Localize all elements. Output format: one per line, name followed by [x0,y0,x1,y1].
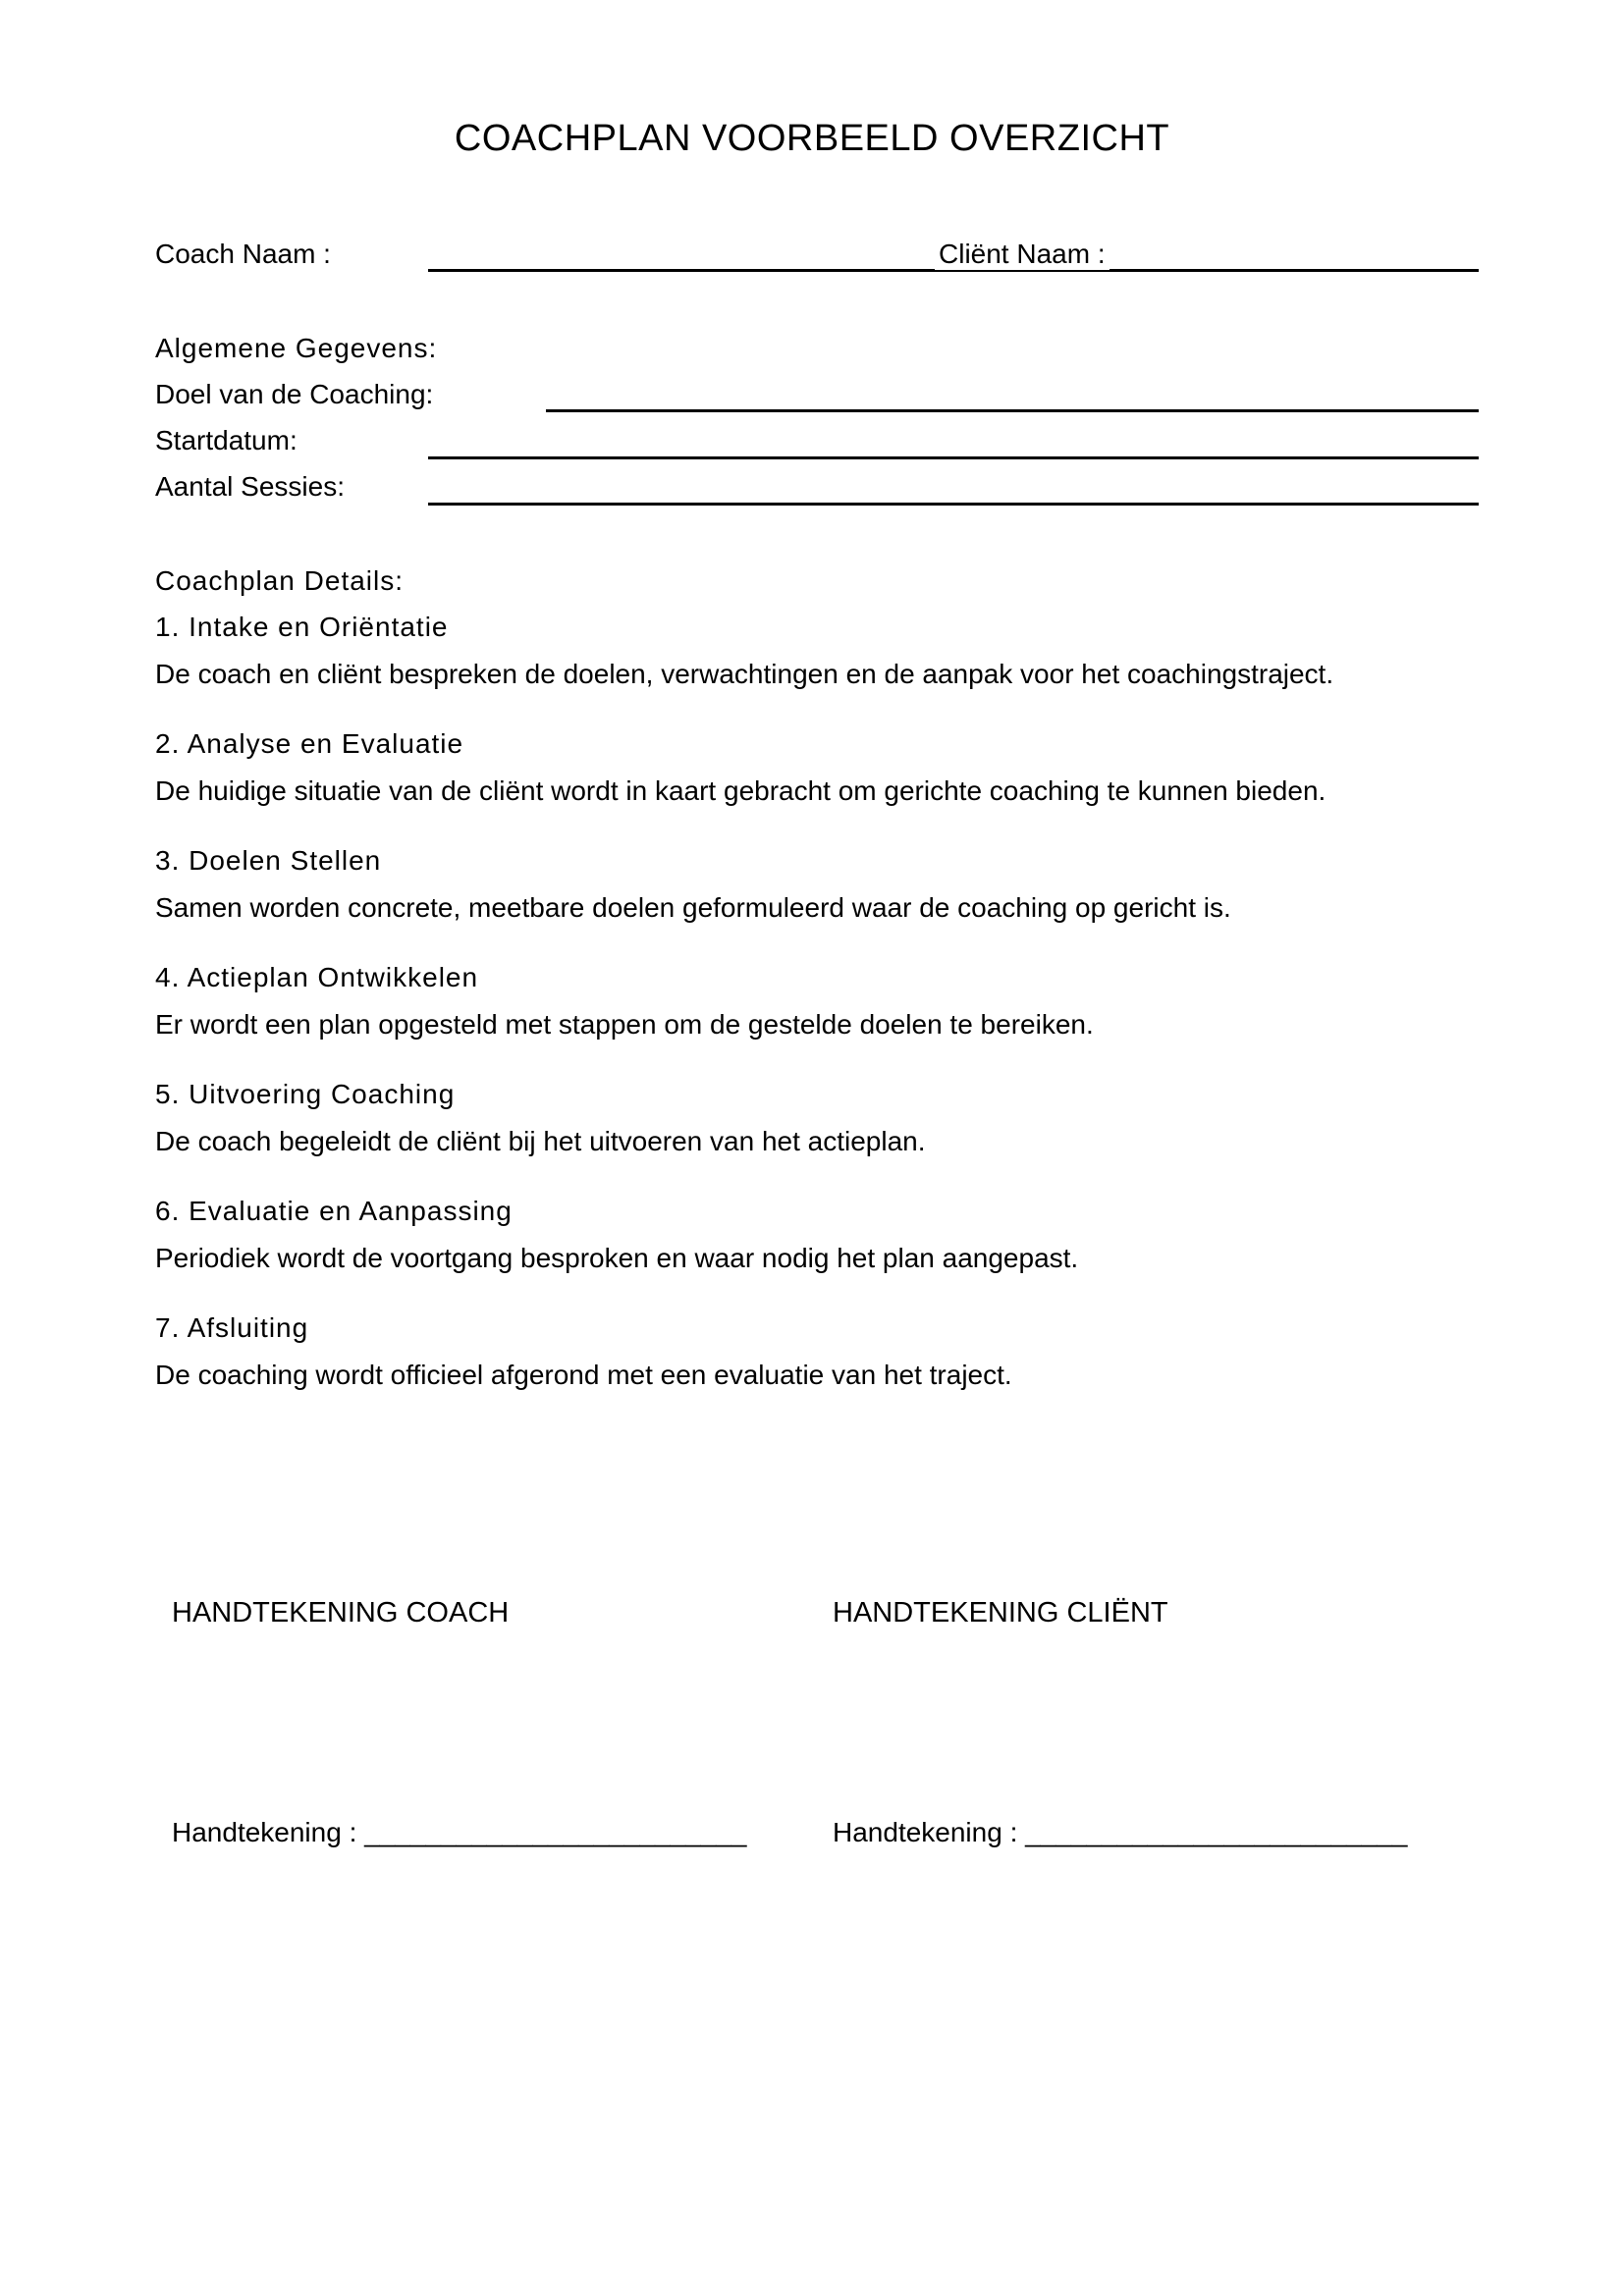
client-name-label: Cliënt Naam : [935,239,1110,270]
step-title: 3. Doelen Stellen [155,845,382,876]
step-description: Er wordt een plan opgesteld met stappen om de gestelde doelen te bereiken. [155,1009,1094,1040]
coach-signature-line[interactable]: Handtekening : _________________________ [172,1817,747,1847]
step-description: Samen worden concrete, meetbare doelen geformuleerd waar de coaching op gericht is. [155,892,1231,923]
client-signature-heading: HANDTEKENING CLIËNT [833,1597,1168,1629]
goal-label: Doel van de Coaching: [155,379,434,409]
step-description: De coaching wordt officieel afgerond met een evaluatie van het traject. [155,1360,1012,1390]
step-title: 4. Actieplan Ontwikkelen [155,962,479,992]
sessions-label: Aantal Sessies: [155,471,345,502]
step-description: De huidige situatie van de cliënt wordt in kaart gebracht om gerichte coaching te kunnen bieden. [155,775,1326,806]
sessions-field[interactable] [428,503,1479,506]
step-title: 5. Uitvoering Coaching [155,1079,456,1109]
step-title: 2. Analyse en Evaluatie [155,728,464,759]
step-title: 1. Intake en Oriëntatie [155,612,449,642]
step-description: Periodiek wordt de voortgang besproken en waar nodig het plan aangepast. [155,1243,1079,1273]
step-title: 7. Afsluiting [155,1312,309,1343]
step-title: 6. Evaluatie en Aanpassing [155,1196,513,1226]
coach-name-label: Coach Naam : [155,239,331,269]
coach-signature-heading: HANDTEKENING COACH [172,1597,510,1629]
startdate-label: Startdatum: [155,425,298,455]
goal-field[interactable] [546,409,1479,412]
details-heading: Coachplan Details: [155,565,405,596]
client-signature-line[interactable]: Handtekening : _________________________ [833,1817,1408,1847]
startdate-field[interactable] [428,456,1479,459]
step-description: De coach en cliënt bespreken de doelen, verwachtingen en de aanpak voor het coachingstraject. [155,659,1334,689]
general-heading: Algemene Gegevens: [155,333,438,363]
document-title: COACHPLAN VOORBEELD OVERZICHT [454,118,1170,159]
step-description: De coach begeleidt de cliënt bij het uitvoeren van het actieplan. [155,1126,926,1156]
